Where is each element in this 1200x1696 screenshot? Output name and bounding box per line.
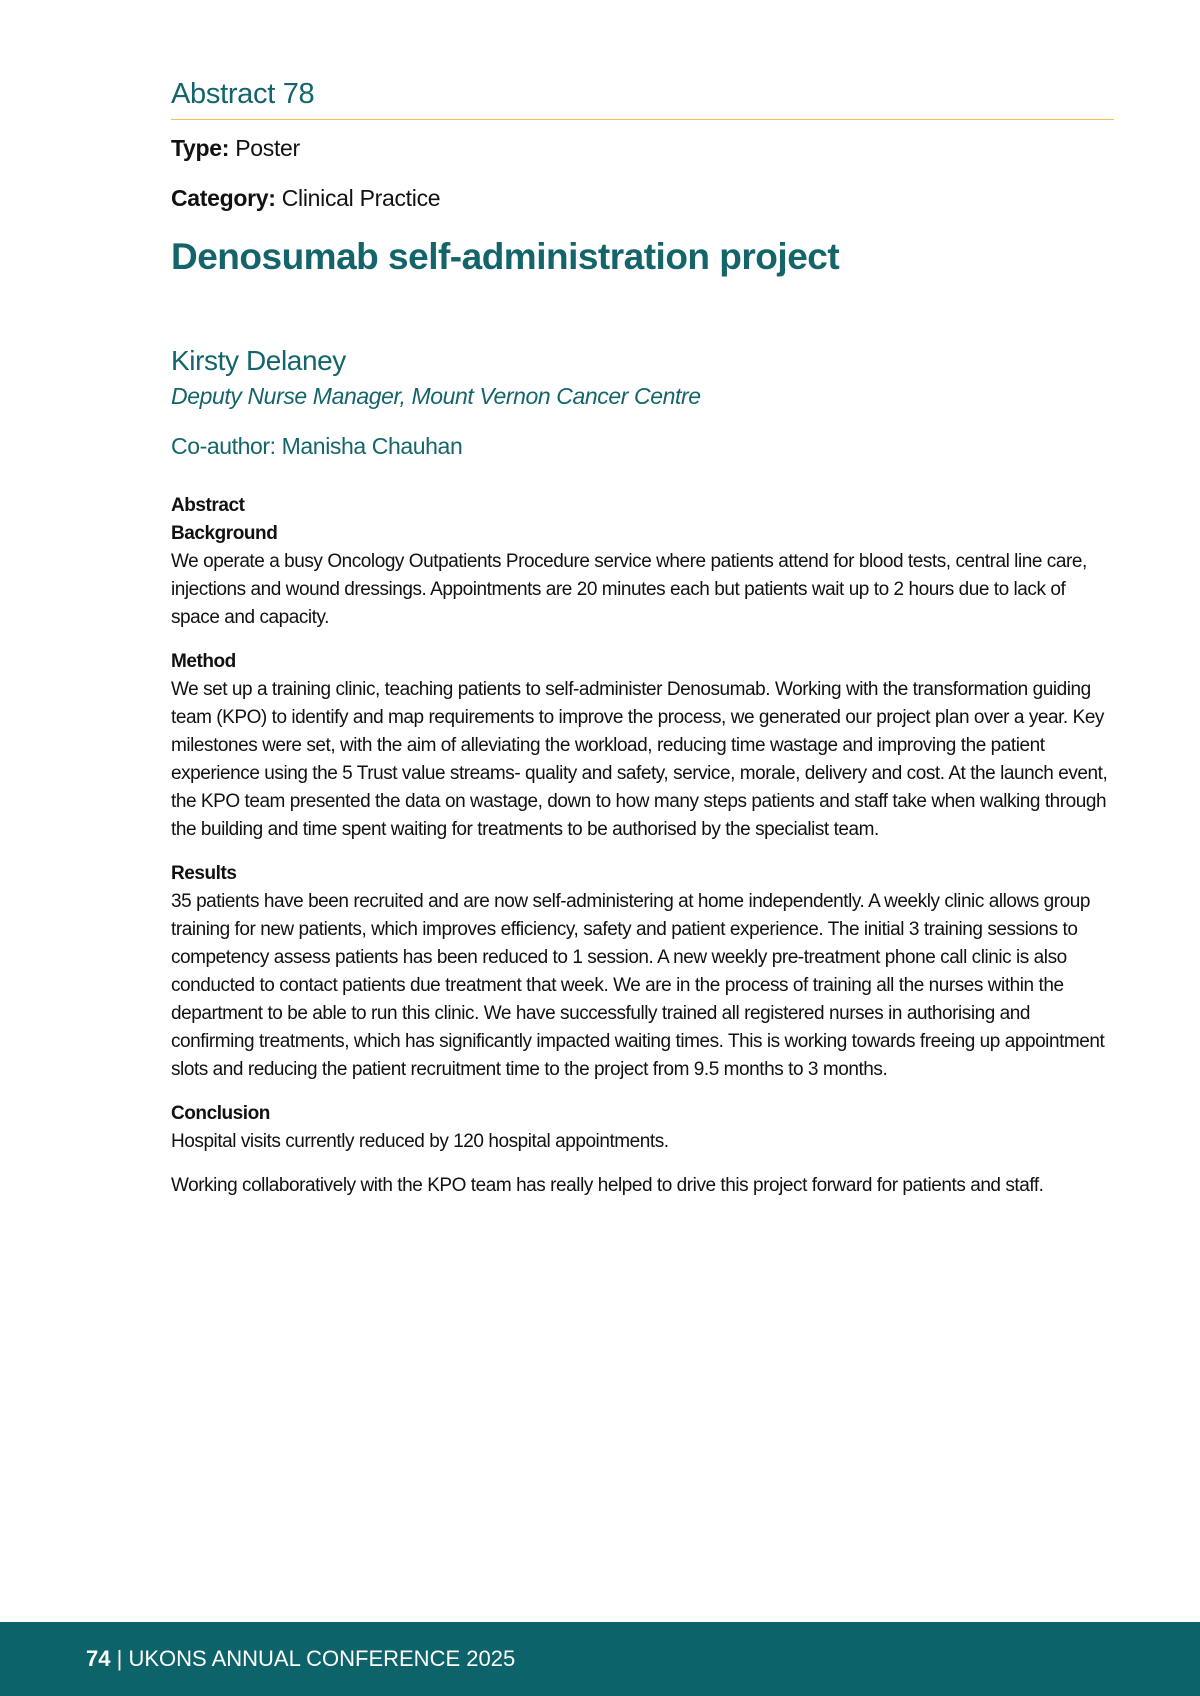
header-divider (171, 119, 1114, 120)
conclusion-text-1: Hospital visits currently reduced by 120 hospital appointments. (171, 1131, 669, 1152)
background-heading: Background (171, 523, 278, 544)
footer-text (86, 1646, 515, 1672)
abstract-category (171, 185, 440, 212)
author-name: Kirsty Delaney (171, 345, 346, 376)
method-heading: Method (171, 651, 236, 672)
abstract-type (171, 135, 300, 162)
method-text: We set up a training clinic, teaching patients to self-administer Denosumab. Working with the transformation guiding team (KPO) to identify and map requirements to improve the process, we generated our project plan over a year. Key milestones were set, with the aim of alleviating the workload, reducing time wastage and improving the patient experience using the 5 Trust value streams- quality and safety, service, morale, delivery and cost. At the launch event, the KPO team presented the data on wastage, down to how many steps patients and staff take when walking through the building and time spent waiting for treatments to be authorised by the specialist team. (171, 679, 1108, 840)
abstract-title: Denosumab self-administration project (171, 236, 840, 277)
results-text: 35 patients have been recruited and are now self-administering at home independently. A weekly clinic allows group training for new patients, which improves efficiency, safety and patient experience. The initial 3 training sessions to competency assess patients has been reduced to 1 session. A new weekly pre-treatment phone call clinic is also conducted to contact patients due treatment that week. We are in the process of training all the nurses within the department to be able to run this clinic. We have successfully trained all registered nurses in authorising and confirming treatments, which has significantly impacted waiting times. This is working towards freeing up appointment slots and reducing the patient recruitment time to the project from 9.5 months to 3 months. (171, 891, 1105, 1080)
background-text: We operate a busy Oncology Outpatients Procedure service where patients attend for blood tests, central line care, injections and wound dressings. Appointments are 20 minutes each but patients wait up to 2 hours due to lack of space and capacity. (171, 551, 1087, 628)
results-heading: Results (171, 863, 237, 884)
category-label: Category: (171, 185, 276, 211)
footer-separator: | (110, 1646, 129, 1671)
author-role: Deputy Nurse Manager, Mount Vernon Cancer Centre (171, 383, 701, 409)
abstract-body (171, 492, 1114, 1200)
type-value: Poster (235, 135, 300, 161)
conclusion-heading: Conclusion (171, 1103, 270, 1124)
category-value: Clinical Practice (281, 185, 441, 211)
abstract-number: Abstract 78 (171, 78, 315, 110)
page-footer (0, 1622, 1200, 1696)
conclusion-text-2: Working collaboratively with the KPO team has really helped to drive this project forward for patients and staff. (171, 1175, 1044, 1196)
footer-page-number: 74 (86, 1646, 111, 1671)
type-label: Type: (171, 135, 230, 161)
footer-conference: UKONS ANNUAL CONFERENCE 2025 (128, 1646, 516, 1671)
coauthor: Co-author: Manisha Chauhan (171, 433, 463, 459)
abstract-heading: Abstract (171, 495, 245, 516)
